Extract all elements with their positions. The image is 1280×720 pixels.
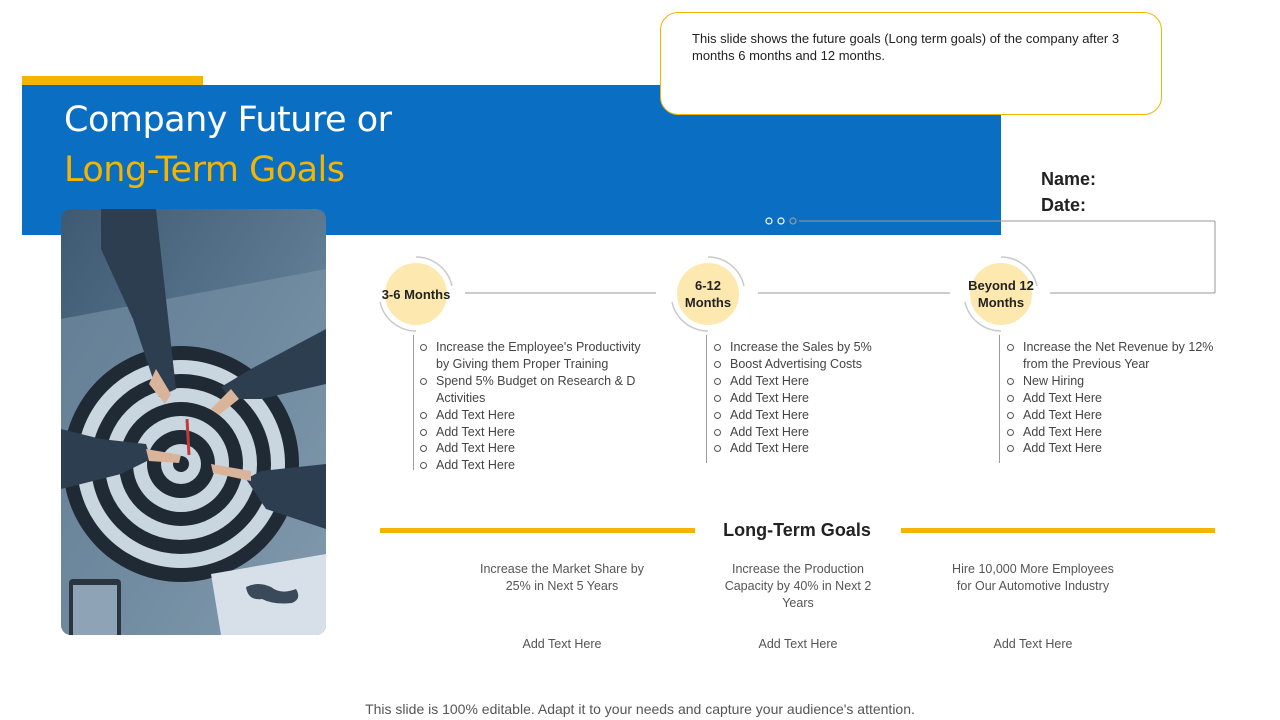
list-item: Add Text Here: [712, 407, 912, 424]
milestone-label: 6-12 Months: [684, 278, 732, 310]
long-term-goal-2: Increase the Production Capacity by 40% in Next 2 Years: [724, 562, 872, 610]
long-term-goal-3-extra: Add Text Here: [993, 637, 1073, 651]
title-line-1: Company Future or: [64, 100, 392, 140]
list-item: Add Text Here: [418, 457, 650, 474]
list-item: Add Text Here: [1005, 407, 1220, 424]
goal-list-6-12-months: [712, 339, 912, 457]
list-item: Add Text Here: [418, 407, 650, 424]
long-term-bar-right: [901, 528, 1215, 533]
list-item: Add Text Here: [418, 440, 650, 457]
long-term-goals-title: Long-Term Goals: [723, 520, 871, 540]
milestone-label: Beyond 12 Months: [968, 278, 1034, 310]
list-item: Add Text Here: [712, 440, 912, 457]
list-item: Add Text Here: [1005, 390, 1220, 407]
name-label: Name:: [1041, 169, 1097, 189]
milestone-label: 3-6 Months: [381, 286, 451, 302]
list-item: Increase the Sales by 5%: [712, 339, 912, 356]
long-term-goal-2-extra: Add Text Here: [758, 637, 838, 651]
milestone-divider: [999, 335, 1000, 463]
list-item: Boost Advertising Costs: [712, 356, 912, 373]
long-term-goal-1: Increase the Market Share by 25% in Next 5 Years: [480, 562, 644, 593]
goal-list-beyond-12-months: [1005, 339, 1220, 457]
long-term-goal-1-extra: Add Text Here: [522, 637, 602, 651]
long-term-goal-3: Hire 10,000 More Employees for Our Automotive Industry: [952, 562, 1114, 593]
list-item: Spend 5% Budget on Research & D Activities: [418, 373, 650, 407]
goal-list-3-6-months: [418, 339, 650, 474]
milestone-3-6-months: [376, 254, 456, 334]
date-label: Date:: [1041, 195, 1087, 215]
title-line-2: Long-Term Goals: [64, 150, 345, 190]
list-item: Add Text Here: [1005, 424, 1220, 441]
list-item: Increase the Net Revenue by 12% from the Previous Year: [1005, 339, 1220, 373]
milestone-divider: [413, 335, 414, 470]
footer-text: This slide is 100% editable. Adapt it to your needs and capture your audience's attention.: [365, 701, 915, 717]
list-item: Add Text Here: [712, 424, 912, 441]
milestone-beyond-12-months: [961, 254, 1041, 334]
note-text: This slide shows the future goals (Long term goals) of the company after 3 months 6 months and 12 months.: [692, 31, 1120, 63]
list-item: Add Text Here: [418, 424, 650, 441]
milestone-divider: [706, 335, 707, 463]
list-item: New Hiring: [1005, 373, 1220, 390]
list-item: Add Text Here: [1005, 440, 1220, 457]
long-term-bar-left: [380, 528, 695, 533]
milestone-6-12-months: [668, 254, 748, 334]
footer-note: [0, 701, 1280, 717]
list-item: Increase the Employee's Productivity by Giving them Proper Training: [418, 339, 650, 373]
list-item: Add Text Here: [712, 373, 912, 390]
list-item: Add Text Here: [712, 390, 912, 407]
